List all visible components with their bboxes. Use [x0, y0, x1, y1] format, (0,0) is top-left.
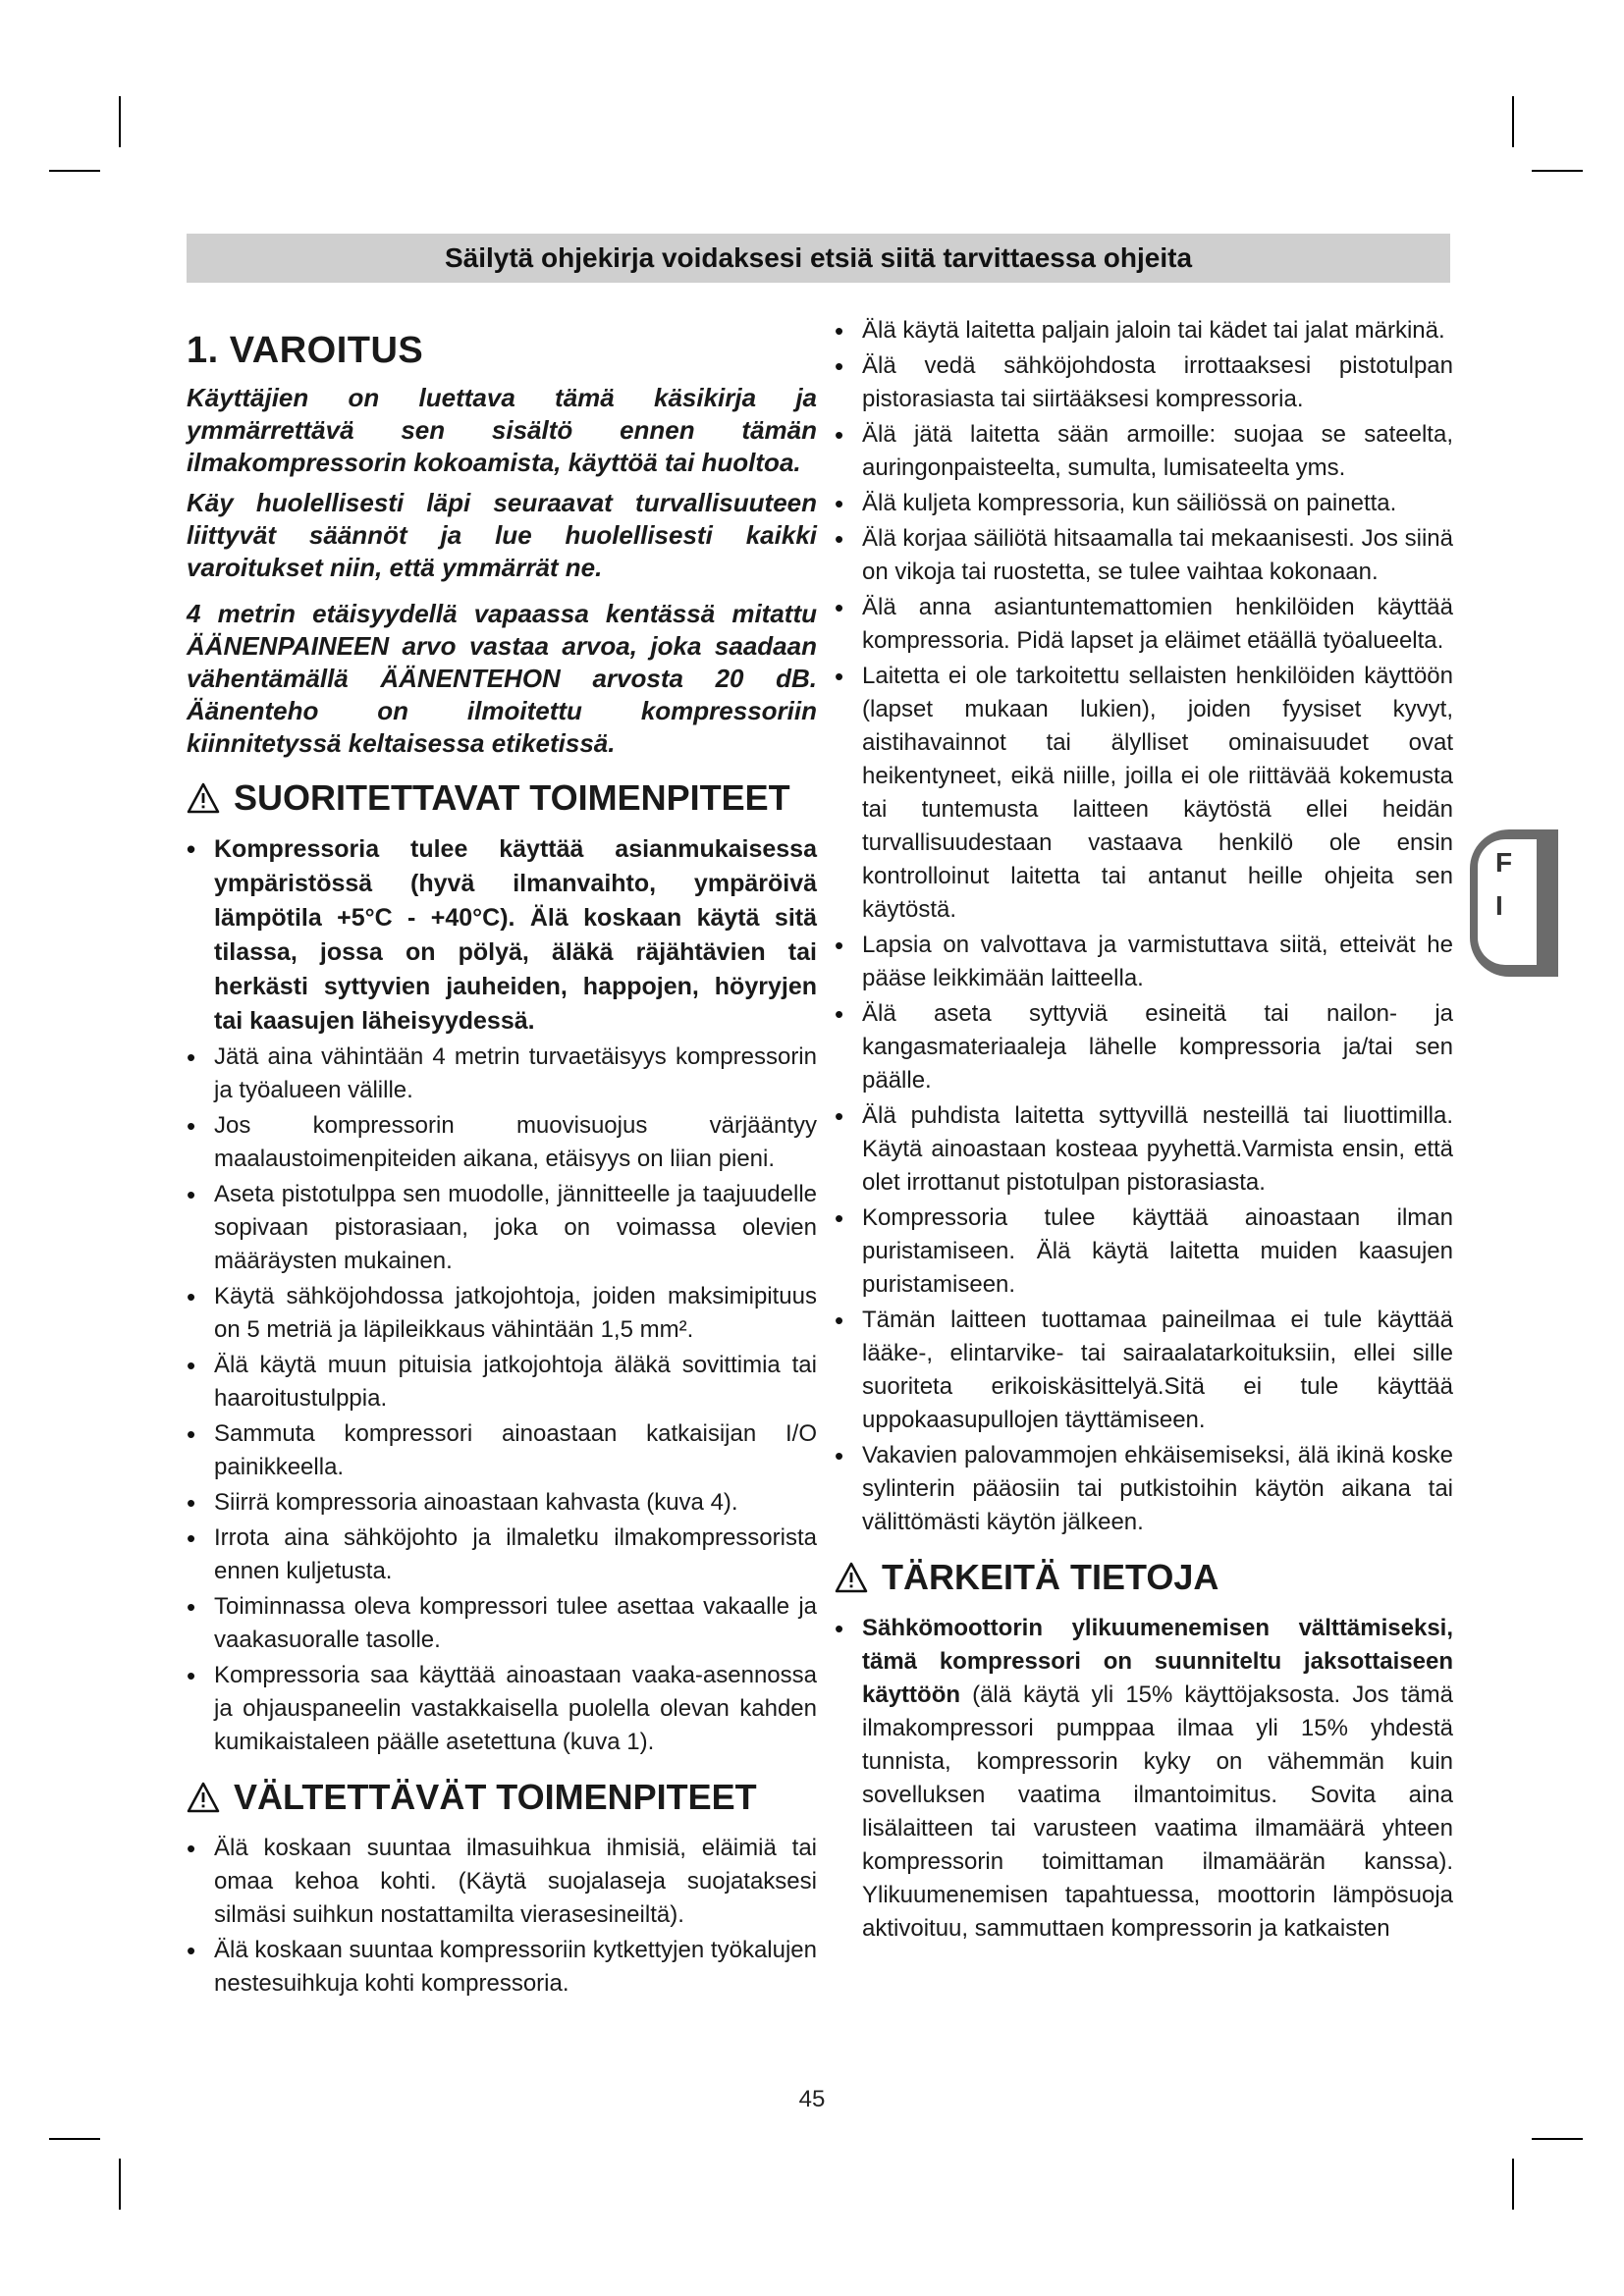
left-column: [187, 314, 817, 2002]
right-column: [835, 314, 1453, 1948]
list-item: • Älä vedä sähköjohdosta irrottaaksesi pistotulpan pistorasiasta tai siirtääksesi kompressoria.: [835, 349, 1453, 416]
list-item: • Älä korjaa säiliötä hitsaamalla tai mekaanisesti. Jos siinä on vikoja tai ruostetta, se tulee vaihtaa kokonaan.: [835, 522, 1453, 589]
list-item: [835, 1612, 1453, 1946]
list-item: • Jätä aina vähintään 4 metrin turvaetäisyys kompressorin ja työalueen välille.: [187, 1041, 817, 1107]
list-item: • Kompressoria saa käyttää ainoastaan vaaka-asennossa ja ohjauspaneelin vastakkaisella puolella olevan kahden kumikaistaleen päälle asetettuna (kuva 1).: [187, 1659, 817, 1759]
section-title: TÄRKEITÄ TIETOJA: [882, 1557, 1219, 1597]
list-item: • Käytä sähköjohdossa jatkojohtoja, joiden maksimipituus on 5 metriä ja läpileikkaus vähintään 1,5 mm².: [187, 1280, 817, 1347]
warning-triangle-icon: [835, 1562, 868, 1593]
avoid-list: [187, 1832, 817, 2001]
list-item: • Irrota aina sähköjohto ja ilmaletku ilmakompressorista ennen kuljetusta.: [187, 1522, 817, 1588]
list-item: • Älä käytä laitetta paljain jaloin tai kädet tai jalat märkinä.: [835, 314, 1453, 347]
header-banner: Säilytä ohjekirja voidaksesi etsiä siitä tarvittaessa ohjeita: [187, 234, 1450, 283]
list-item: • Sammuta kompressori ainoastaan katkaisijan I/O painikkeella.: [187, 1417, 817, 1484]
body-text: (älä käytä yli 15% käyttöjaksosta. Jos tämä ilmakompressori pumppaa ilmaa yli 15% yhdestä tunnista, kompressorin kyky on vähemmän kuin sovelluksen vaatima ilmantoimitus. Sovita aina lisälaitteen tai varusteen vaatima ilmamäärä yhteen kompressorin toimittaman ilmamäärän kanssa). Ylikuumenemisen tapahtuessa, moottorin lämpösuoja aktivoituu, sammuttaen kompressorin ja katkaisten: [862, 1682, 1453, 1942]
list-item: • Älä koskaan suuntaa kompressoriin kytkettyjen työkalujen nestesuihkuja kohti kompressoria.: [187, 1934, 817, 2001]
list-item: • Älä anna asiantuntemattomien henkilöiden käyttää kompressoria. Pidä lapset ja eläimet etäällä työalueelta.: [835, 591, 1453, 658]
section-heading-actions: [187, 777, 817, 819]
section-title-warning: 1. VAROITUS: [187, 330, 424, 371]
crop-mark: [119, 96, 121, 147]
section-title: VÄLTETTÄVÄT TOIMENPITEET: [234, 1777, 757, 1817]
list-item: • Jos kompressorin muovisuojus värjääntyy maalaustoimenpiteiden aikana, etäisyys on liian pieni.: [187, 1109, 817, 1176]
list-item: • Toiminnassa oleva kompressori tulee asettaa vakaalle ja vaakasuoralle tasolle.: [187, 1590, 817, 1657]
list-item: • Siirrä kompressoria ainoastaan kahvasta (kuva 4).: [187, 1486, 817, 1520]
list-item: • Älä aseta syttyviä esineitä tai nailon- ja kangasmateriaaleja lähelle kompressoria ja/tai sen päälle.: [835, 997, 1453, 1097]
list-item: • Älä kuljeta kompressoria, kun säiliössä on painetta.: [835, 487, 1453, 520]
language-letter: F: [1495, 847, 1513, 878]
crop-mark: [1532, 2138, 1583, 2140]
section-title: SUORITETTAVAT TOIMENPITEET: [234, 777, 790, 818]
list-item: • Kompressoria tulee käyttää asianmukaisessa ympäristössä (hyvä ilmanvaihto, ympäröivä lämpötila +5°C - +40°C). Älä koskaan käytä sitä tilassa, jossa on pölyä, äläkä räjähtävien tai herkästi syttyvien jauheiden, happojen, höyryjen tai kaasujen läheisyydessä.: [187, 832, 817, 1039]
crop-mark: [119, 2159, 121, 2210]
avoid-list-continued: [835, 314, 1453, 1539]
language-tab: [1470, 829, 1558, 977]
list-item: • Aseta pistotulppa sen muodolle, jännitteelle ja taajuudelle sopivaan pistorasiaan, joka on voimassa olevien määräysten mukainen.: [187, 1178, 817, 1278]
list-item: • Älä jätä laitetta sään armoille: suojaa se sateelta, auringonpaisteelta, sumulta, lumisateelta yms.: [835, 418, 1453, 485]
intro-paragraph: Käy huolellisesti läpi seuraavat turvallisuuteen liittyvät säännöt ja lue huolellisesti kaikki varoitukset niin, että ymmärrät ne.: [187, 488, 817, 582]
crop-mark: [49, 170, 100, 172]
list-item: • Älä käytä muun pituisia jatkojohtoja äläkä sovittimia tai haaroitustulppia.: [187, 1349, 817, 1415]
list-item: • Laitetta ei ole tarkoitettu sellaisten henkilöiden käyttöön (lapset mukaan lukien), joiden fyysiset kyvyt, aistihavainnot tai älylliset ominaisuudet ovat heikentyneet, eikä niille, joilla ei ole riittävää kokemusta tai tuntemusta laitteen käytöstä ellei heidän turvallisuudestaan vastaava henkilö ole ensin kontrolloinut laitetta tai antanut heille ohjeita sen käytöstä.: [835, 660, 1453, 927]
section-heading-important: [835, 1557, 1453, 1598]
lead-text: Sähkömoottorin ylikuumenemisen välttämiseksi, tämä kompressori on suunniteltu jaksottaiseen käyttöön: [862, 1615, 1453, 1708]
list-item: • Älä koskaan suuntaa ilmasuihkua ihmisiä, eläimiä tai omaa kehoa kohti. (Käytä suojalaseja suojataksesi silmäsi suihkun nostattamilta vierasesineiltä).: [187, 1832, 817, 1932]
list-item: • Kompressoria tulee käyttää ainoastaan ilman puristamiseen. Älä käytä laitetta muiden kaasujen puristamiseen.: [835, 1201, 1453, 1302]
section-heading-avoid: [187, 1777, 817, 1818]
warning-triangle-icon: [187, 1782, 220, 1813]
crop-mark: [1532, 170, 1583, 172]
page-number: 45: [798, 2086, 826, 2112]
important-list: [835, 1612, 1453, 1946]
warning-triangle-icon: [187, 782, 220, 814]
list-item: • Tämän laitteen tuottamaa paineilmaa ei tule käyttää lääke-, elintarvike- tai sairaalatarkoituksiin, ellei sille suoriteta erikoiskäsittelyä.Sitä ei tule käyttää uppokaasupullojen täyttämiseen.: [835, 1304, 1453, 1437]
crop-mark: [49, 2138, 100, 2140]
intro-paragraph: 4 metrin etäisyydellä vapaassa kentässä mitattu ÄÄNENPAINEEN arvo vastaa arvoa, joka saadaan vähentämällä ÄÄNENTEHON arvosta 20 dB. Äänenteho on ilmoitettu kompressoriin kiinnitetyssä keltaisessa etiketissä.: [187, 599, 817, 758]
language-letter: I: [1495, 890, 1503, 921]
language-tab-inner: [1478, 839, 1537, 965]
list-item: • Vakavien palovammojen ehkäisemiseksi, älä ikinä koske sylinterin pääosiin tai putkistoihin käytön aikana tai välittömästi käytön jälkeen.: [835, 1439, 1453, 1539]
list-item: • Älä puhdista laitetta syttyvillä nesteillä tai liuottimilla. Käytä ainoastaan kosteaa pyyhettä.Varmista ensin, että olet irrottanut pistotulpan pistorasiasta.: [835, 1099, 1453, 1200]
list-item: • Lapsia on valvottava ja varmistuttava siitä, etteivät he pääse leikkimään laitteella.: [835, 929, 1453, 995]
crop-mark: [1512, 96, 1514, 147]
intro-paragraph: Käyttäjien on luettava tämä käsikirja ja ymmärrettävä sen sisältö ennen tämän ilmakompressorin kokoamista, käyttöä tai huoltoa.: [187, 383, 817, 477]
actions-list: [187, 832, 817, 1759]
crop-mark: [1512, 2159, 1514, 2210]
